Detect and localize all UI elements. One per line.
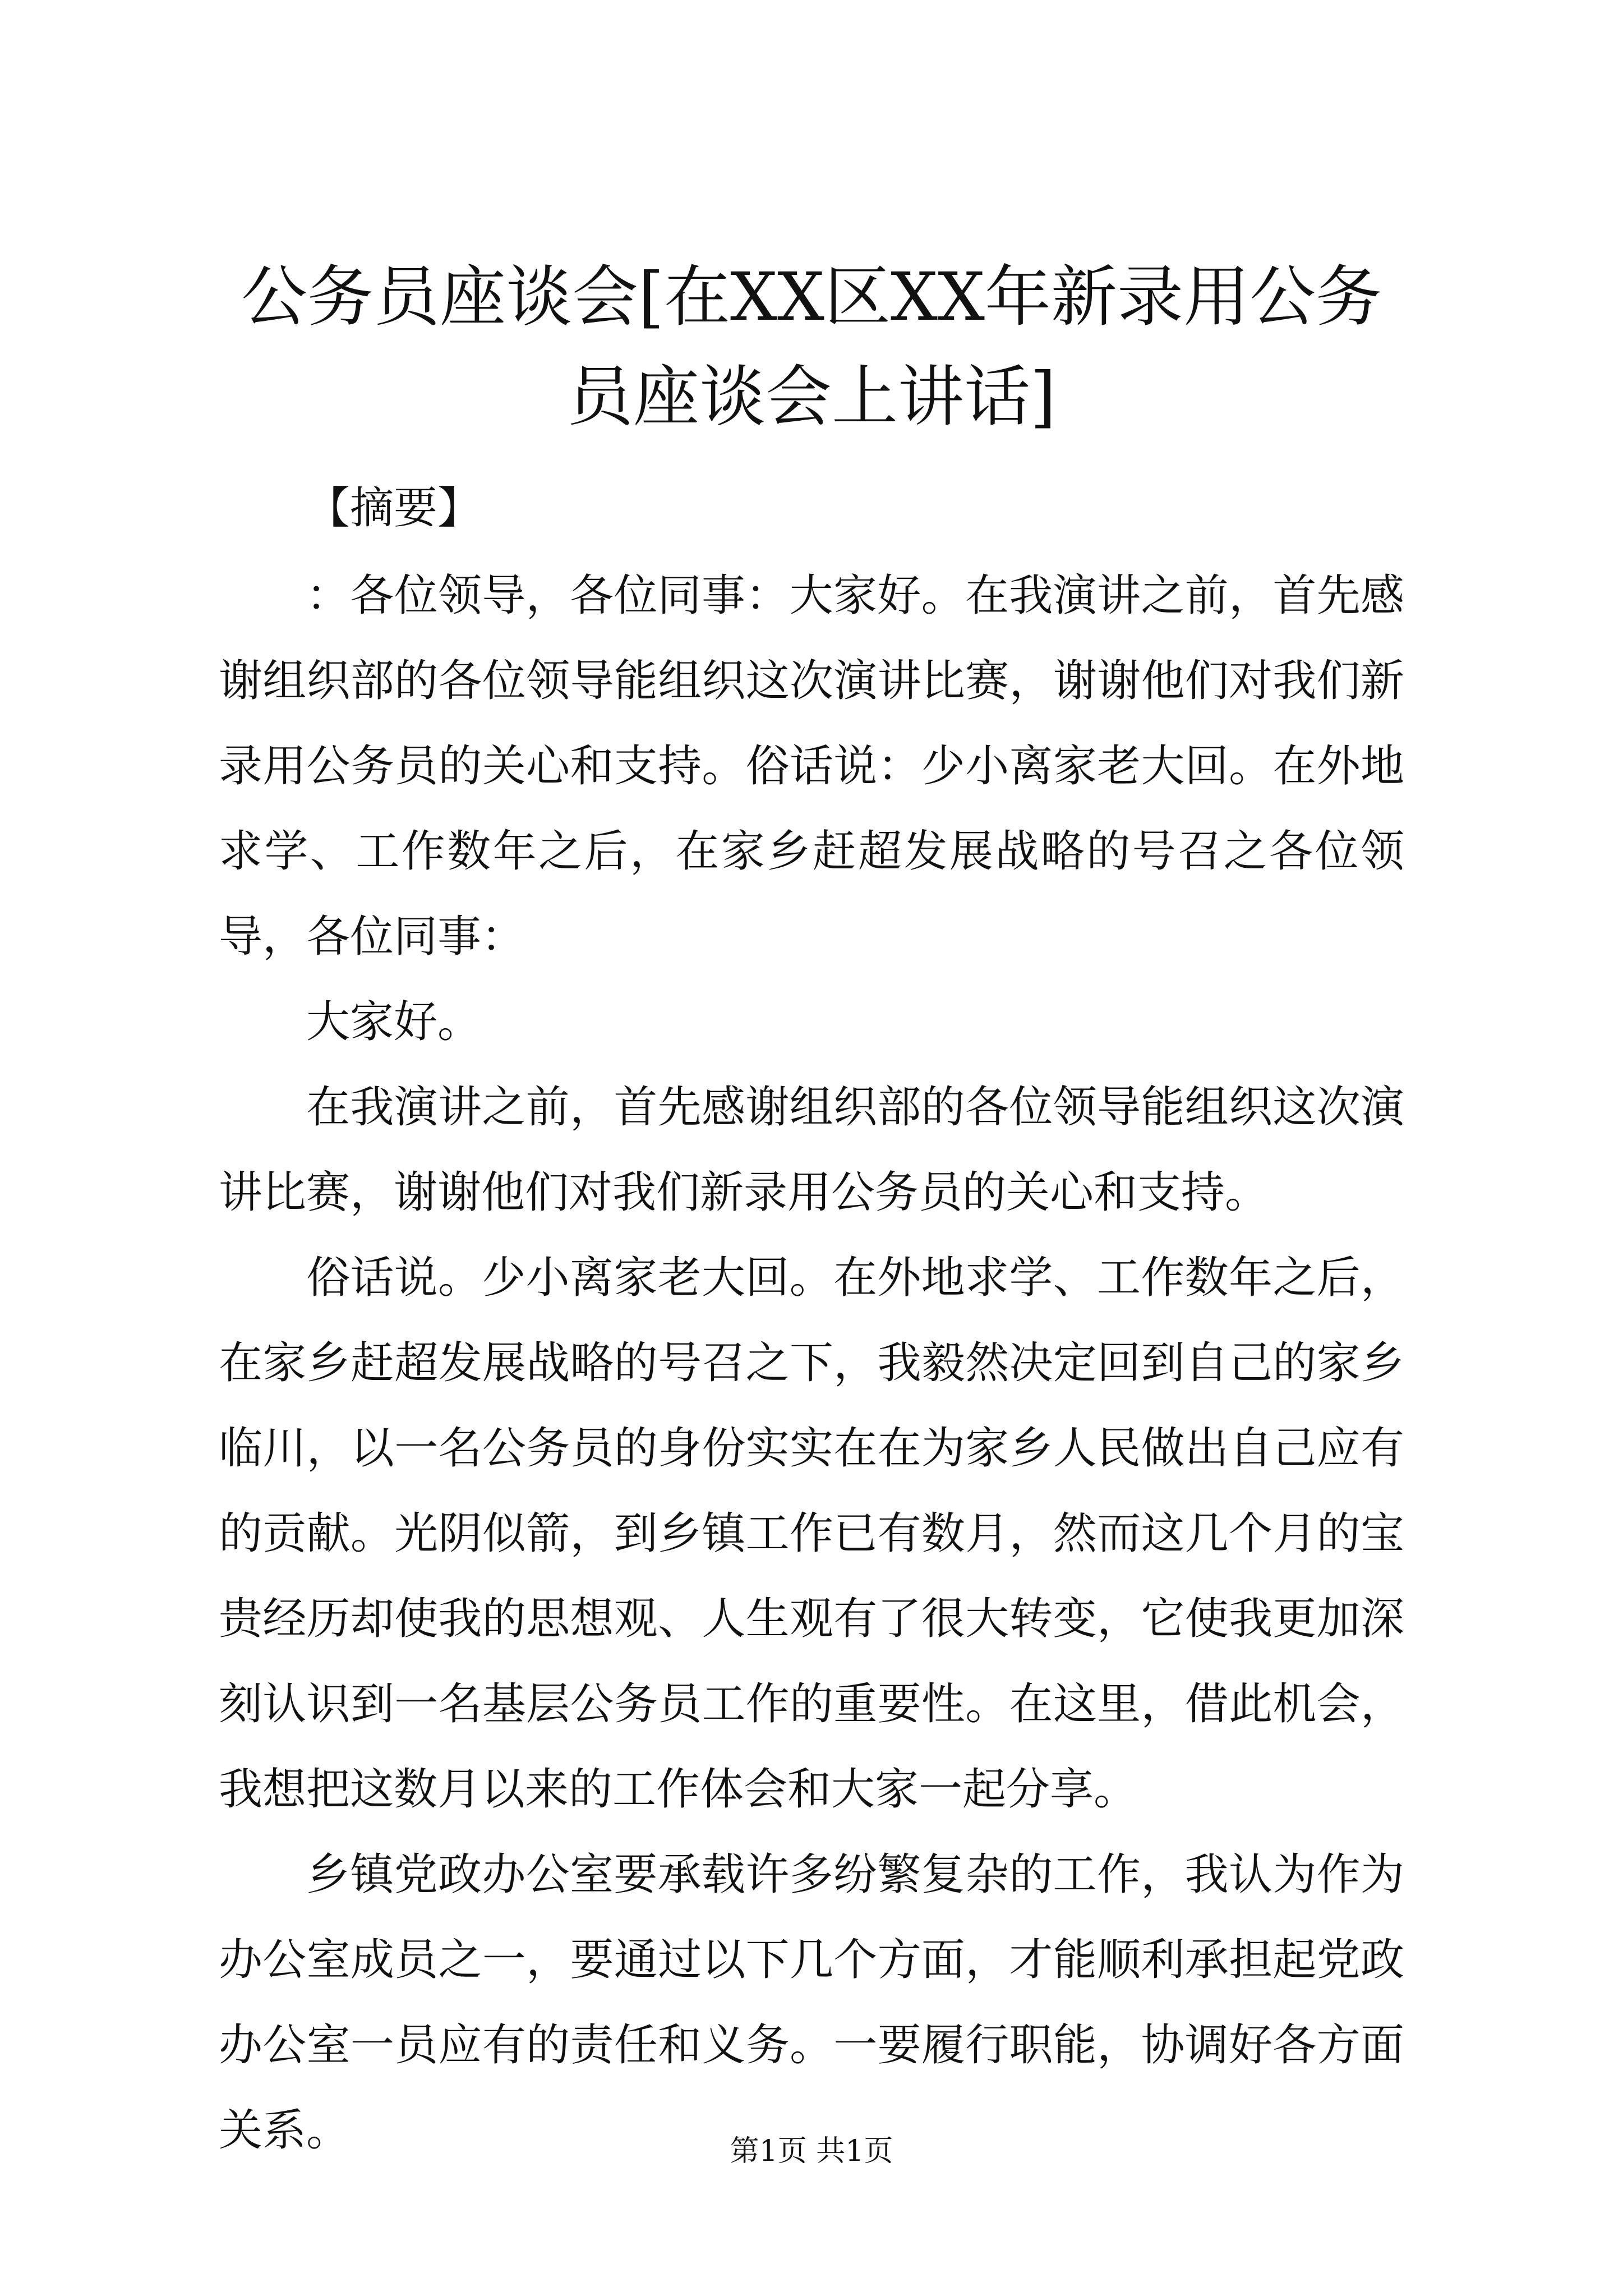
abstract-label: 【摘要】 xyxy=(306,483,482,533)
paragraph: 乡镇党政办公室要承载许多纷繁复杂的工作，我认为作为办公室成员之一，要通过以下几个方面，才能顺利承担起党政办公室一员应有的责任和义务。一要履行职能，协调好各方面关系。 xyxy=(219,1849,1404,2156)
paragraph: 大家好。 xyxy=(306,997,482,1047)
paragraph: ：各位领导，各位同事：大家好。在我演讲之前，首先感谢组织部的各位领导能组织这次演讲比赛，谢谢他们对我们新录用公务员的关心和支持。俗话说：少小离家老大回。在外地求学、工作数年之后，在家乡赶超发展战略的号召之各位领导，各位同事： xyxy=(219,570,1404,962)
paragraph: 俗话说。少小离家老大回。在外地求学、工作数年之后，在家乡赶超发展战略的号召之下，我毅然决定回到自己的家乡临川，以一名公务员的身份实实在在为家乡人民做出自己应有的贡献。光阴似箭，到乡镇工作已有数月，然而这几个月的宝贵经历却使我的思想观、人生观有了很大转变，它使我更加深刻认识到一名基层公务员工作的重要性。在这里，借此机会，我想把这数月以来的工作体会和大家一起分享。 xyxy=(219,1253,1404,1815)
paragraph: 在我演讲之前，首先感谢组织部的各位领导能组织这次演讲比赛，谢谢他们对我们新录用公务员的关心和支持。 xyxy=(219,1082,1404,1218)
page-footer: 第1页 共1页 xyxy=(730,2134,893,2168)
document-title: 公务员座谈会[在XX区XX年新录用公务员座谈会上讲话] xyxy=(241,258,1382,435)
document-body xyxy=(219,466,1404,2173)
